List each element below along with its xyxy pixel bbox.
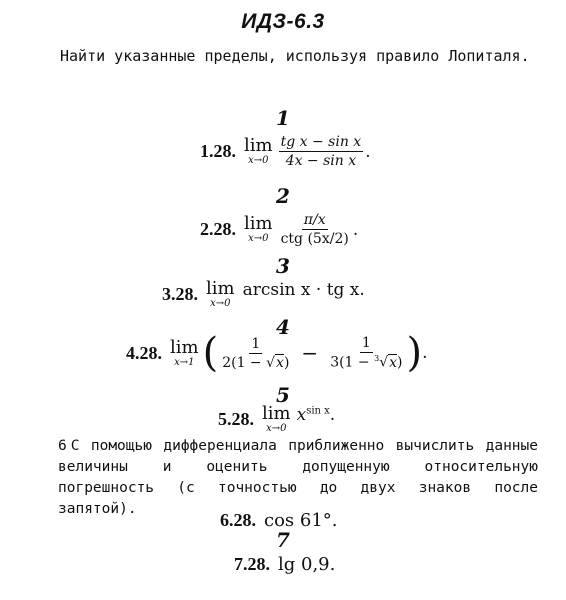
problem-1	[200, 134, 371, 169]
limit-subscript: x→0	[266, 423, 287, 434]
exponent: sin x	[306, 404, 330, 416]
problem-7	[234, 554, 335, 575]
expression: lg 0,9.	[278, 554, 336, 575]
radicand: x	[276, 354, 284, 371]
lim-word: lim	[244, 135, 273, 156]
problem-number: 2.28.	[200, 219, 236, 239]
denominator-prefix: 3(1 −	[330, 354, 375, 371]
denominator: 4x − sin x	[285, 153, 357, 169]
limit-operator	[170, 336, 199, 368]
section-number-1: 1	[276, 106, 290, 130]
problem-number: 5.28.	[218, 409, 254, 429]
section-number-2: 2	[276, 184, 290, 208]
page-title: ИДЗ-6.3	[241, 10, 325, 33]
problem-number: 6.28.	[220, 510, 256, 530]
section-number-5: 5	[276, 383, 290, 407]
task-6-text	[58, 436, 538, 520]
power-expression	[297, 405, 336, 425]
numerator: π/x	[303, 212, 326, 228]
minus-sign: −	[301, 341, 319, 365]
limit-operator	[206, 280, 235, 309]
denominator: 3(1 − $^3$√x)	[330, 354, 403, 371]
lim-word: lim	[206, 278, 235, 299]
problem-4	[126, 330, 428, 376]
fraction	[279, 212, 351, 247]
problem-3	[162, 280, 365, 309]
numerator: 1	[251, 335, 261, 352]
section-number-4: 4	[276, 315, 290, 339]
problem-5	[218, 405, 335, 434]
problem-2	[200, 212, 358, 247]
limit-body: arcsin x · tg x.	[242, 279, 365, 300]
numerator: tg x − sin x	[280, 134, 362, 150]
root-index: 3	[374, 354, 380, 364]
fraction-1	[220, 336, 291, 371]
denominator-suffix: )	[397, 354, 403, 371]
fraction-2	[328, 335, 404, 371]
limit-subscript: x→0	[210, 298, 231, 309]
problem-number: 4.28.	[126, 342, 162, 363]
period: .	[365, 141, 371, 162]
lim-word: lim	[244, 213, 273, 234]
denominator-suffix: )	[283, 354, 290, 371]
limit-operator	[244, 215, 273, 244]
lim-word: lim	[170, 336, 199, 358]
fraction	[279, 134, 364, 169]
denominator-prefix: 2(1 −	[222, 354, 267, 371]
task-6-body: С помощью дифференциала приближенно вычислить данные величины и оценить допущенную относительную погрешность (с точностью до двух знаков после запятой).	[58, 438, 538, 517]
problem-number: 1.28.	[200, 141, 236, 161]
section-number-6: 6	[58, 438, 67, 454]
right-paren: )	[406, 330, 423, 376]
period: .	[329, 404, 336, 425]
left-paren: (	[202, 330, 219, 376]
expression: cos 61°.	[264, 510, 338, 531]
radicand: x	[389, 354, 398, 371]
task-intro: Найти указанные пределы, используя правило Лопиталя.	[60, 47, 530, 65]
base: x	[296, 404, 307, 425]
section-number-3: 3	[276, 254, 290, 278]
limit-operator	[262, 405, 291, 434]
problem-number: 3.28.	[162, 284, 198, 304]
period: .	[352, 219, 359, 240]
section-number-7: 7	[276, 528, 290, 552]
numerator: 1	[361, 335, 371, 352]
limit-operator	[244, 137, 273, 166]
period: .	[422, 343, 428, 363]
limit-subscript: x→0	[248, 155, 269, 166]
problem-number: 7.28.	[234, 554, 270, 574]
lim-word: lim	[262, 403, 291, 424]
limit-subscript: x→0	[248, 233, 269, 244]
denominator: 2(1 − √x)	[222, 354, 290, 371]
limit-subscript: x→1	[174, 356, 195, 368]
denominator: ctg (5x/2)	[280, 231, 349, 247]
